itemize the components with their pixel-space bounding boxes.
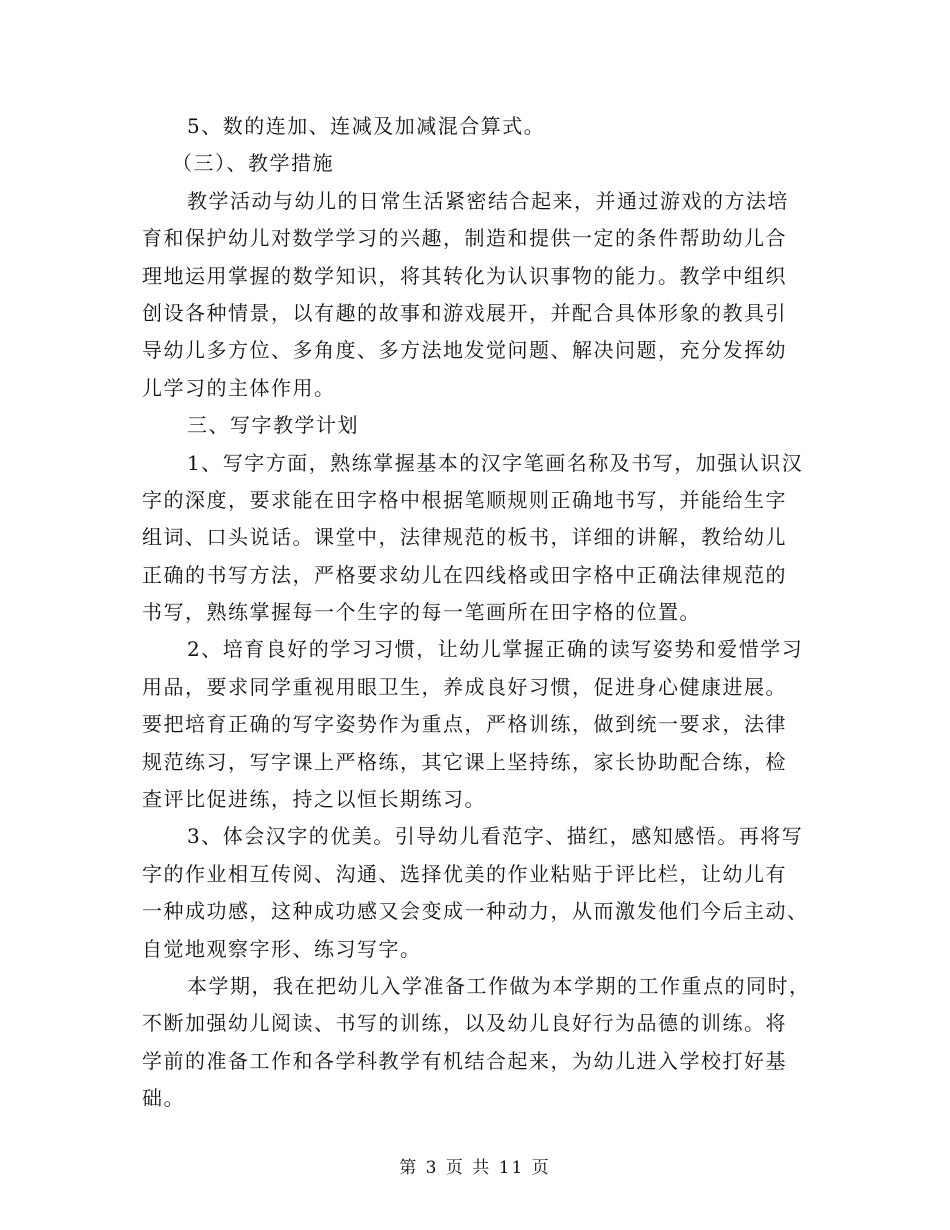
text-line: 自觉地观察字形、练习写字。 — [142, 936, 422, 961]
text-line: 儿学习的主体作用。 — [142, 375, 336, 400]
text-line: 组词、口头说话。课堂中，法律规范的板书，详细的讲解，教给幼儿 — [142, 525, 787, 550]
text-line: 导幼儿多方位、多角度、多方法地发觉问题、解决问题，充分发挥幼 — [142, 338, 787, 363]
section-heading: （三）、教学措施 — [172, 151, 334, 176]
text-line: 育和保护幼儿对数学学习的兴趣，制造和提供一定的条件帮助幼儿合 — [142, 226, 787, 251]
text-line: 不断加强幼儿阅读、书写的训练，以及幼儿良好行为品德的训练。将 — [142, 1011, 787, 1036]
text-line: 教学活动与幼儿的日常生活紧密结合起来，并通过游戏的方法培 — [187, 188, 789, 213]
text-line: 1、写字方面，熟练掌握基本的汉字笔画名称及书写，加强认识汉 — [187, 450, 804, 475]
text-line: 本学期，我在把幼儿入学准备工作做为本学期的工作重点的同时， — [187, 973, 811, 998]
section-heading: 三、写字教学计划 — [187, 413, 359, 438]
text-line: 要把培育正确的写字姿势作为重点，严格训练，做到统一要求，法律 — [142, 712, 787, 737]
document-body — [142, 108, 810, 1118]
text-line: 查评比促进练，持之以恒长期练习。 — [142, 787, 486, 812]
text-line: 3、体会汉字的优美。引导幼儿看范字、描红，感知感悟。再将写 — [187, 824, 804, 849]
text-line: 规范练习，写字课上严格练，其它课上坚持练，家长协助配合练，检 — [142, 749, 787, 774]
text-line: 学前的准备工作和各学科教学有机结合起来，为幼儿进入学校打好基 — [142, 1048, 787, 1073]
text-line: 字的作业相互传阅、沟通、选择优美的作业粘贴于评比栏，让幼儿有 — [142, 861, 787, 886]
text-line: 字的深度，要求能在田字格中根据笔顺规则正确地书写，并能给生字 — [142, 487, 787, 512]
text-line: 5、数的连加、连减及加减混合算式。 — [187, 114, 546, 138]
text-line: 理地运用掌握的数学知识，将其转化为认识事物的能力。教学中组织 — [142, 263, 787, 288]
text-line: 正确的书写方法，严格要求幼儿在四线格或田字格中正确法律规范的 — [142, 562, 787, 587]
text-line: 一种成功感，这种成功感又会变成一种动力，从而激发他们今后主动、 — [142, 899, 809, 924]
page-footer: 第 3 页 共 11 页 — [399, 1158, 551, 1178]
text-line: 2、培育良好的学习习惯，让幼儿掌握正确的读写姿势和爱惜学习 — [187, 637, 804, 662]
text-line: 书写，熟练掌握每一个生字的每一笔画所在田字格的位置。 — [142, 600, 701, 625]
text-line: 创设各种情景，以有趣的故事和游戏展开，并配合具体形象的教具引 — [142, 300, 787, 325]
text-line: 用品，要求同学重视用眼卫生，养成良好习惯，促进身心健康进展。 — [142, 674, 787, 699]
text-line: 础。 — [142, 1086, 185, 1111]
